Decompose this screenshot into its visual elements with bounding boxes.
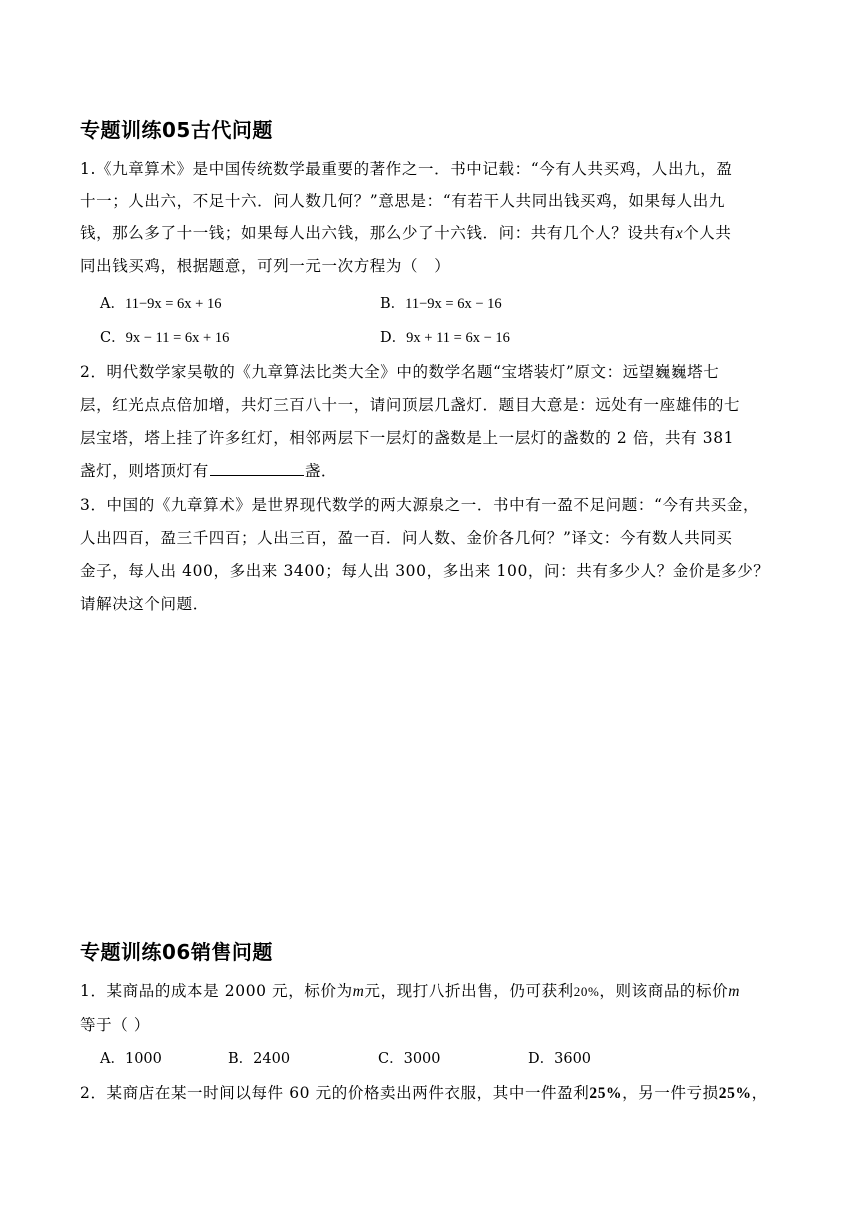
q2-line-4-text: 盏灯，则塔顶灯有 — [80, 462, 209, 480]
option-d-expr: 9x + 11 = 6x − 16 — [406, 330, 510, 346]
s6-q1-variable-m: m — [352, 983, 365, 1000]
s6-q1-line-1 — [80, 979, 740, 1001]
s6-q1-option-d[interactable]: D．3600 — [528, 1051, 592, 1067]
s6-q2-percent-2: 25% — [718, 1085, 752, 1102]
s6-q1-option-a[interactable]: A．1000 — [100, 1051, 162, 1067]
q1-line-4: 同出钱买鸡，根据题意，可列一元一次方程为（ ） — [80, 257, 451, 275]
option-b-expr: 11−9x = 6x − 16 — [405, 296, 502, 312]
q2-line-2: 层，红光点点倍加增，共灯三百八十一，请问顶层几盏灯．题目大意是：远处有一座雄伟的七 — [80, 396, 741, 414]
q1-line-3-tail: 个人共 — [683, 224, 732, 242]
s6-q2-percent-1: 25% — [589, 1085, 623, 1102]
q1-option-b[interactable] — [380, 292, 502, 313]
s6-q1-option-c[interactable]: C．3000 — [378, 1051, 441, 1067]
s6-q1-variable-m-2: m — [728, 983, 741, 1000]
s6-q2-text-a: 2．某商店在某一时间以每件 60 元的价格卖出两件衣服，其中一件盈利 — [80, 1084, 590, 1102]
s6-q1-line-2: 等于（ ） — [80, 1016, 150, 1034]
s6-q1-text-b: 元，现打八折出售，仍可获利 — [364, 982, 574, 1000]
q2-line-4 — [80, 459, 337, 481]
s6-q2-line-1 — [80, 1081, 768, 1103]
q1-option-c[interactable] — [100, 326, 229, 347]
s6-q1-text-a: 1．某商品的成本是 2000 元，标价为 — [80, 982, 353, 1000]
option-a-label: A． — [100, 296, 125, 312]
q1-option-d[interactable] — [380, 326, 510, 347]
section-title-06: 专题训练06销售问题 — [80, 940, 273, 964]
s6-q1-option-b[interactable]: B．2400 — [228, 1051, 291, 1067]
section-title-05: 专题训练05古代问题 — [80, 118, 273, 142]
q2-line-3: 层宝塔，塔上挂了许多红灯，相邻两层下一层灯的盏数是上一层灯的盏数的 2 倍，共有 381 — [80, 429, 735, 447]
q1-line-2: 十一；人出六，不足十六．问人数几何？”意思是：“有若干人共同出钱买鸡，如果每人出九 — [80, 192, 725, 210]
option-b-label: B． — [380, 296, 406, 312]
option-c-label: C． — [100, 330, 126, 346]
s6-q1-percent: 20% — [573, 984, 600, 999]
s6-q2-text-b: ，另一件亏损 — [622, 1084, 719, 1102]
answer-blank[interactable] — [210, 461, 304, 476]
q3-line-1: 3．中国的《九章算术》是世界现代数学的两大源泉之一．书中有一盈不足问题：“今有共买金， — [80, 496, 760, 514]
q1-option-a[interactable] — [100, 292, 221, 313]
q2-line-4-tail: 盏． — [304, 462, 338, 480]
q3-line-2: 人出四百，盈三千四百；人出三百，盈一百．问人数、金价各几何？”译文：今有数人共同买 — [80, 529, 733, 547]
q1-line-3-text: 钱，那么多了十一钱；如果每人出六钱，那么少了十六钱．问：共有几个人？设共有 — [80, 224, 676, 242]
option-c-expr: 9x − 11 = 6x + 16 — [125, 330, 230, 346]
s6-q2-text-c: ， — [751, 1084, 768, 1102]
q1-line-1: 1.《九章算术》是中国传统数学最重要的著作之一．书中记载：“今有人共买鸡，人出九，盈 — [80, 160, 733, 178]
option-a-expr: 11−9x = 6x + 16 — [124, 296, 222, 312]
q3-line-3: 金子，每人出 400，多出来 3400；每人出 300，多出来 100，问：共有多少人？金价是多少？ — [80, 562, 770, 580]
option-d-label: D． — [380, 330, 407, 346]
q1-variable-x: x — [675, 225, 684, 242]
q3-line-4: 请解决这个问题． — [80, 595, 209, 613]
q1-line-3 — [80, 221, 732, 243]
q2-line-1: 2．明代数学家吴敬的《九章算法比类大全》中的数学名题“宝塔装灯”原文：远望巍巍塔七 — [80, 363, 720, 381]
s6-q1-text-c: ，则该商品的标价 — [599, 982, 729, 1000]
